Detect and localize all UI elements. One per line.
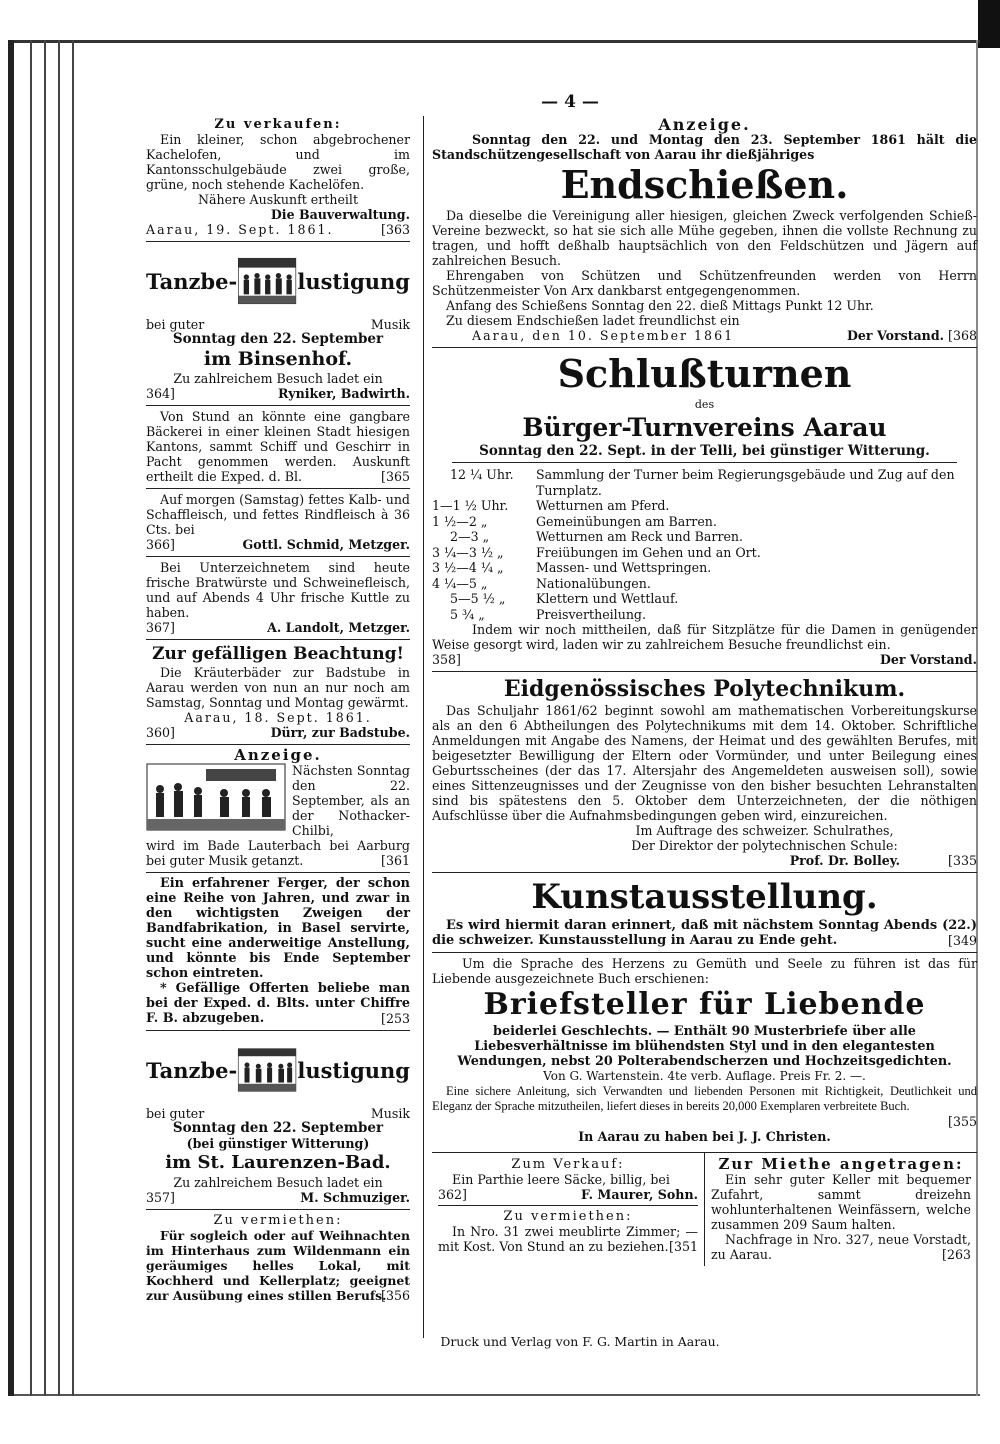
ad-dance-laurenzen [146,1031,410,1210]
ad-closing: Indem wir noch mittheilen, daß für Sitzplätze für die Damen in genügender Weise gesorgt wird, laden wir zu zahlreichem Besuche freundlichst ein. [432,622,977,652]
ad-number: [363 [381,222,410,237]
ad-text: Musik [370,317,410,332]
schedule-time: 4 ¼—5 „ [432,575,488,591]
ad-signer: A. Landolt, Metzger. [267,620,410,635]
ad-body: In Nro. 31 zwei meublirte Zimmer; — mit Kost. Von Stund an zu beziehen. [438,1224,698,1254]
ad-heading: Zur gefälligen Beachtung! [152,644,404,664]
ad-rent-wildenmann [146,1210,410,1307]
place-date: Aarau, 18. Sept. 1861. [184,710,372,725]
place-date: Aarau, 19. Sept. 1861. [146,222,334,237]
ad-body: Für sogleich oder auf Weihnachten im Hinterhaus zum Wildenmann ein geräumiges helles Lokal, mit Kochherd und Kellerplatz; geeignet zur Ausübung eines stillen Berufs. [146,1228,410,1303]
ad-weather: (bei günstiger Witterung) [186,1136,370,1151]
ad-paragraph: Da dieselbe die Vereinigung aller hiesigen, gleichen Zweck verfolgenden Schieß-Vereine bezweckt, so hat sie sich alle Mühe gegeben, ihnen die vollste Rechnung zu tragen, und hofft deßhalb hauptsächlich von den Feldschützen und Jägern auf zahlreichen Besuch. [432,208,977,268]
right-column [432,114,977,1266]
ad-chilbi [146,745,410,873]
page-edge-bottom [8,1394,980,1396]
ad-heading: Anzeige. [234,746,322,764]
ad-signer: Der Vorstand. [879,652,977,667]
ad-title-part: Tanzbe- [146,268,238,294]
ad-number: [335 [948,853,977,868]
schedule-event: Preisvertheilung. [536,606,646,622]
schedule-event: Wetturnen am Pferd. [536,498,670,513]
schedule-event: Nationalübungen. [536,575,651,591]
ad-signer: Der Vorstand. [847,328,945,343]
ad-text: bei guter [146,317,205,332]
ad-butcher-landolt [146,557,410,640]
ad-signer: Gottl. Schmid, Metzger. [242,537,410,552]
ad-seller: In Aarau zu haben bei J. J. Christen. [578,1129,831,1144]
page-edge-top [8,40,980,43]
ad-butcher-schmid [146,489,410,557]
small-ads-row [432,1152,977,1266]
ad-text: bei guter [146,1106,205,1121]
ad-baths [146,640,410,745]
ad-text: Musik [370,1106,410,1121]
ad-date: Sonntag den 22. September [172,331,384,347]
ad-number: 364] [146,386,175,401]
ad-body: Ein erfahrener Ferger, der schon eine Reihe von Jahren, und zwar in den wichtigsten Zweigen der Bandfabrikation, in Basel servirte, sucht eine anderweitige Anstellung, und könnte bis Ende September schon eintreten. [146,876,410,981]
dance-illustration-icon [237,1034,297,1106]
schedule-time: 1 ½—2 „ [432,513,488,529]
schedule-table [432,467,977,622]
schedule-event: Klettern und Wettlauf. [536,591,679,606]
ad-info: Nähere Auskunft ertheilt [197,192,359,207]
ad-intro: Sonntag den 22. und Montag den 23. September 1861 hält die Standschützengesellschaft von Aarau ihr dießjähriges [432,132,977,162]
page-edge [44,40,46,1396]
ad-title: Kunstausstellung. [531,877,878,917]
ad-number: [349 [948,933,977,948]
ad-paragraph: Ehrengaben von Schützen und Schützenfreunden werden von Herrn Schützenmeister Von Arx dankbarst entgegengenommen. [432,268,977,298]
page-edge [58,40,60,1396]
ad-subtitle: beiderlei Geschlechts. — Enthält 90 Musterbriefe über alle Liebesverhältnisse im blühendsten Styl und in den elegantesten Wendungen, nebst 20 Polterabendscherzen und Hochzeitsgedichten. [457,1024,952,1069]
dance-illustration-icon [146,763,286,831]
ad-title-part: Tanzbe- [146,1057,238,1083]
ad-heading: Zu verkaufen: [214,117,342,132]
small-ads-right [705,1153,977,1266]
column-divider [423,116,424,1338]
ad-number: [356 [381,1288,410,1303]
schedule-event: Sammlung der Turner beim Regierungsgebäude und Zug auf den Turnplatz. [536,467,955,498]
ad-number: 358] [432,652,461,667]
ad-signer: Dürr, zur Badstube. [270,725,410,740]
ad-invite: Zu zahlreichem Besuch ladet ein [173,371,383,386]
ad-number: 362] [438,1187,467,1202]
ad-director: Der Direktor der polytechnischen Schule: [631,838,898,853]
ad-heading: Zur Miethe angetragen: [718,1155,964,1173]
ad-text: des [694,398,715,411]
page-number: — 4 — [541,92,599,112]
ad-paragraph: Zu diesem Endschießen ladet freundlichst ein [446,313,740,328]
ad-place: im Binsenhof. [203,348,353,370]
schedule-time: 2—3 „ [450,529,490,544]
ad-signer: F. Maurer, Sohn. [580,1187,698,1202]
ad-date: Sonntag den 22. Sept. in der Telli, bei günstiger Witterung. [452,444,957,463]
ad-body: Nächsten Sonntag den 22. September, als an der Nothacker-Chilbi, [292,763,410,838]
schedule-time: 5 ¾ „ [450,606,485,622]
ad-note: * Gefällige Offerten beliebe man bei der Exped. d. Blts. unter Chiffre F. B. abzugeben. [146,981,410,1026]
ad-info: Nachfrage in Nro. 327, neue Vorstadt, zu Aarau. [711,1232,971,1262]
ad-signer: Prof. Dr. Bolley. [789,853,900,868]
scan-border [978,0,1000,48]
ad-body: Auf morgen (Samstag) fettes Kalb- und Schaffleisch, und fettes Rindfleisch à 36 Cts. bei [146,492,410,537]
ad-number: 360] [146,725,175,740]
ad-number: [361 [381,853,410,868]
schedule-time: 3 ½—4 ¼ „ [432,560,504,575]
ad-number: [368 [948,328,977,343]
ad-signer: Ryniker, Badwirth. [278,386,410,401]
ad-body: Ein sehr guter Keller mit bequemer Zufahrt, sammt dreizehn wohlunterhaltenen Weinfässern, welche zusammen 209 Saum halten. [711,1172,971,1232]
schedule-time: 3 ¼—3 ½ „ [432,544,504,560]
ad-number: [355 [948,1114,977,1129]
ad-number: 357] [146,1190,175,1205]
page-edge [8,40,14,1396]
imprint-footer: Druck und Verlag von F. G. Martin in Aarau. [440,1334,720,1349]
dance-illustration-icon [237,245,297,317]
ad-number: 366] [146,537,175,552]
ad-title: Eidgenössisches Polytechnikum. [503,676,906,702]
ad-number: [263 [942,1247,971,1262]
ad-heading: Anzeige. [658,115,751,134]
ad-paragraph: Anfang des Schießens Sonntag den 22. dieß Mittags Punkt 12 Uhr. [446,298,874,313]
ad-title: Endschießen. [560,162,849,207]
ad-bakery-lease [146,406,410,489]
ad-title-part: lustigung [297,268,410,294]
ad-body: Ein kleiner, schon abgebrochener Kachelofen, und im Kantonsschulgebäude zwei große, grüne, noch stehende Kachelöfen. [146,132,410,192]
ad-invite: Zu zahlreichem Besuch ladet ein [173,1175,383,1190]
ad-number: [351 [669,1239,698,1254]
ad-title: Briefsteller für Liebende [483,987,926,1022]
ad-body: Von Stund an könnte eine gangbare Bäckerei in einer kleinen Stadt hiesigen Kantons, sammt Schiff und Geschirr in Pacht genommen werden. Auskunft ertheilt die Exped. d. Bl. [146,409,410,484]
ad-body: wird im Bade Lauterbach bei Aarburg bei guter Musik getanzt. [146,838,410,868]
ad-body: Bei Unterzeichnetem sind heute frische Bratwürste und Schweinefleisch, und auf Abends 4 Uhr frische Kuttle zu haben. [146,560,410,620]
ad-number: [365 [381,469,410,484]
ad-briefsteller [432,953,977,1148]
schedule-event: Freiübungen im Gehen und an Ort. [536,544,761,560]
ad-polytechnikum [432,672,977,873]
ad-heading: Zum Verkauf: [511,1157,625,1172]
page-edge [72,40,74,1396]
ad-dance-binsenhof [146,242,410,406]
ad-number: [253 [381,1011,410,1026]
ad-description: Eine sichere Anleitung, sich Verwandten und liebenden Personen mit Richtigkeit, Deutlichkeit und Eleganz der Sprache mitzutheilen, liefert dieses in bereits 20,000 Exemplaren verbreitete Buch. [432,1084,977,1113]
ad-title-part: lustigung [297,1057,410,1083]
schedule-event: Gemeinübungen am Barren. [536,513,717,529]
schedule-time: 1—1 ½ Uhr. [432,498,509,513]
ad-sale-stoves [146,114,410,242]
ad-body: Ein Parthie leere Säcke, billig, bei [452,1172,670,1187]
small-ads-left [432,1153,705,1266]
ad-signer: Die Bauverwaltung. [270,207,410,222]
ad-authority: Im Auftrage des schweizer. Schulrathes, [635,823,894,838]
ad-author: Von G. Wartenstein. 4te verb. Auflage. Preis Fr. 2. —. [543,1069,866,1083]
ad-place: im St. Laurenzen-Bad. [165,1152,391,1173]
schedule-time: 12 ¼ Uhr. [450,467,514,482]
ad-signer: M. Schmuziger. [300,1190,410,1205]
ad-subtitle: Bürger-Turnvereins Aarau [522,413,887,442]
place-date: Aarau, den 10. September 1861 [472,328,735,343]
left-column [146,114,410,1307]
page-edge [30,40,32,1396]
ad-intro: Um die Sprache des Herzens zu Gemüth und Seele zu führen ist das für Liebende ausgezeichnete Buch erschienen: [432,956,977,986]
ad-title: Schlußturnen [557,351,852,396]
ad-endschiessen [432,114,977,348]
ad-kunstausstellung [432,873,977,953]
ad-body: Das Schuljahr 1861/62 beginnt sowohl am mathematischen Vorbereitungskurse als an den 6 Abtheilungen des Polytechnikums mit dem 14. Oktober. Schriftliche Anmeldungen mit Angabe des Namens, der Heimat und des gewählten Berufes, mit beigesetzter Bewilligung der Eltern oder Vormünder, und unter Beilegung eines Geburtsscheines (der das 17. Altersjahr des Angemeldeten ausweisen soll), sowie eines Sittenzeugnisses und der Zeugnisse von den bisher besuchten Lehranstalten sind bis spätestens den 5. Oktober dem Unterzeichneten, der die nöthigen Aufschlüsse über die Aufnahmsbedingungen geben wird, einzureichen. [432,703,977,823]
ad-schlussturnen [432,348,977,672]
ad-date: Sonntag den 22. September [172,1120,384,1136]
ad-heading: Zu vermiethen: [213,1213,343,1228]
ad-ferger [146,873,410,1031]
schedule-time: 5—5 ½ „ [450,591,506,606]
ad-number: 367] [146,620,175,635]
schedule-event: Wetturnen am Reck und Barren. [536,529,744,544]
ad-body: Es wird hiermit daran erinnert, daß mit nächstem Sonntag Abends (22.) die schweizer. Kunstausstellung in Aarau zu Ende geht. [432,918,977,948]
schedule-event: Massen- und Wettspringen. [536,560,712,575]
ad-heading: Zu vermiethen: [503,1209,633,1224]
ad-body: Die Kräuterbäder zur Badstube in Aarau werden von nun an nur noch am Samstag, Sonntag und Montag gewärmt. [146,665,410,710]
